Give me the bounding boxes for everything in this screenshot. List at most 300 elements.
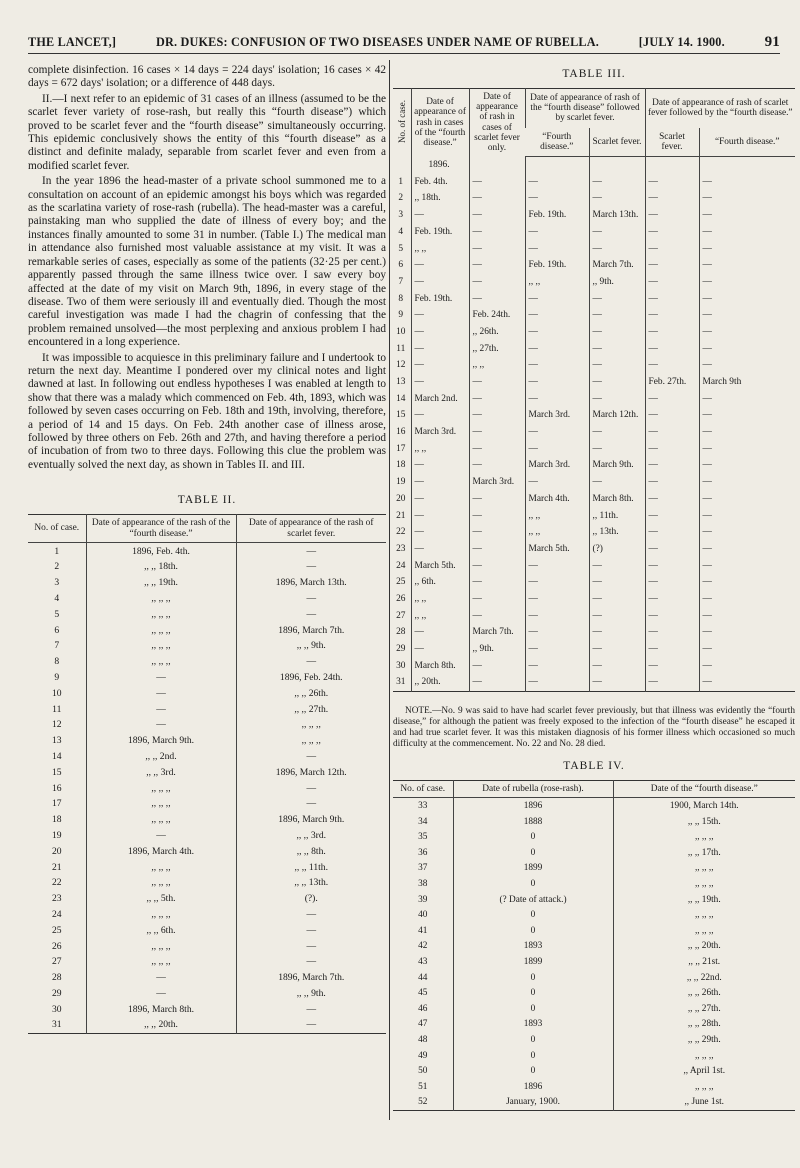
table-4-cell: 44 bbox=[418, 972, 428, 983]
table-3-cell: — bbox=[699, 657, 795, 674]
table-3-cell: — bbox=[589, 390, 645, 407]
table-3-cell: 15 bbox=[396, 410, 406, 421]
table-4-cell: 0 bbox=[453, 1001, 613, 1017]
table-3-cell: March 9th bbox=[699, 374, 795, 391]
table-2-cell: — bbox=[236, 749, 386, 765]
table-4-cell: ,, ,, ,, bbox=[613, 829, 795, 845]
table-2-row bbox=[28, 685, 386, 701]
table-2-cell: 14 bbox=[51, 750, 62, 762]
table-3-row bbox=[393, 624, 795, 641]
table-2-row bbox=[28, 733, 386, 749]
table-2-row bbox=[28, 575, 386, 591]
table-3-row bbox=[393, 524, 795, 541]
table-4-row bbox=[393, 861, 795, 877]
table-2-cell: ,, ,, 3rd. bbox=[86, 764, 236, 780]
table-4-cell: ,, ,, 29th. bbox=[613, 1032, 795, 1048]
table-2-cell: ,, ,, 8th. bbox=[236, 843, 386, 859]
table-4-cell: ,, ,, 28th. bbox=[613, 1017, 795, 1033]
table-2-cell: 1896, March 13th. bbox=[236, 575, 386, 591]
table-2-row bbox=[28, 922, 386, 938]
table-2-row bbox=[28, 559, 386, 575]
table-4-cell: 0 bbox=[453, 970, 613, 986]
table-3-row bbox=[393, 223, 795, 240]
table-3-cell: — bbox=[699, 641, 795, 658]
table-3-cell: — bbox=[645, 324, 699, 341]
table-3-cell: ,, 9th. bbox=[469, 641, 525, 658]
table-3-cell: — bbox=[411, 207, 469, 224]
table-3-cell: Feb. 27th. bbox=[645, 374, 699, 391]
table-3-cell: — bbox=[525, 474, 589, 491]
table-3-cell: ,, ,, bbox=[525, 274, 589, 291]
table-3-cell: 16 bbox=[396, 427, 406, 438]
table-3-cell: — bbox=[525, 440, 589, 457]
table-3-cell: — bbox=[645, 674, 699, 691]
table-3-cell: — bbox=[411, 524, 469, 541]
paragraph-solution: It was impossible to acquiesce in this preliminary failure and I undertook to return the next day. Meantime I pondered over my clinical notes and light dawned at last. In following out endless hypotheses I was enabled at length to show that there was a malady which commenced on Feb. 4th, 1893, which was followed by seven cases occurring on Feb. 18th and 19th, involving, therefore, a period of 14 and 15 days. On Feb. 24th another case of illness arose, followed by three others on Feb. 26th and 27th, and having therefore a period of incubation of from two to three days. Following this clue the problem was eventually solved the next day, as shown in Tables II. and III. bbox=[28, 351, 386, 471]
table-3-cell: 12 bbox=[396, 360, 406, 371]
table-2-cell: 18 bbox=[51, 814, 62, 826]
table-2-cell: 22 bbox=[51, 877, 62, 889]
table-4-row bbox=[393, 845, 795, 861]
table-4-row bbox=[393, 954, 795, 970]
table-2-cell: — bbox=[86, 685, 236, 701]
table-2-row bbox=[28, 670, 386, 686]
table-2-cell: 8 bbox=[54, 656, 60, 668]
table-4-cell: 0 bbox=[453, 829, 613, 845]
table-4-cell: 1896 bbox=[453, 1079, 613, 1095]
table-3-cell: 6 bbox=[398, 260, 404, 271]
table-3-cell: — bbox=[699, 274, 795, 291]
table-2-cell: 1896, March 12th. bbox=[236, 764, 386, 780]
table-2-caption: TABLE II. bbox=[177, 494, 237, 507]
table-4-cell: 1900, March 14th. bbox=[613, 798, 795, 814]
table-3-cell: — bbox=[469, 257, 525, 274]
table-3-cell: 23 bbox=[396, 543, 406, 554]
table-4-cell: ,, ,, ,, bbox=[613, 1048, 795, 1064]
table-3-cell: 31 bbox=[396, 677, 406, 688]
table-2-cell: 3 bbox=[54, 577, 60, 589]
table-3-cell: Feb. 19th. bbox=[525, 207, 589, 224]
table-2-cell: ,, ,, ,, bbox=[86, 606, 236, 622]
table-3-cell: — bbox=[699, 490, 795, 507]
table-4-cell: 33 bbox=[418, 801, 428, 812]
table-2-cell: — bbox=[86, 717, 236, 733]
table-2-cell: ,, ,, 9th. bbox=[236, 986, 386, 1002]
table-3-row bbox=[393, 324, 795, 341]
table-3-cell: March 3rd. bbox=[411, 424, 469, 441]
table-3-cell: — bbox=[469, 507, 525, 524]
table-2-header-scarlet-fever: Date of appearance of the rash of scarlet fever. bbox=[236, 515, 386, 543]
table-2-cell: 1896, March 9th. bbox=[86, 733, 236, 749]
table-3-cell: — bbox=[645, 474, 699, 491]
table-3-cell: — bbox=[589, 240, 645, 257]
table-2-cell: 9 bbox=[54, 671, 60, 683]
table-3-row bbox=[393, 290, 795, 307]
table-2-cell: ,, ,, 27th. bbox=[236, 701, 386, 717]
table-3-cell: 20 bbox=[396, 493, 406, 504]
table-3-cell: — bbox=[589, 357, 645, 374]
table-3-cell: March 8th. bbox=[411, 657, 469, 674]
table-2-cell: 2 bbox=[54, 561, 60, 573]
table-3-cell: — bbox=[645, 524, 699, 541]
table-3-row bbox=[393, 374, 795, 391]
table-3-cell: 27 bbox=[396, 610, 406, 621]
table-3-row bbox=[393, 257, 795, 274]
table-3-cell: — bbox=[411, 374, 469, 391]
issue-date: [JULY 14. 1900. bbox=[638, 35, 725, 49]
table-2-cell: 1896, March 8th. bbox=[86, 1001, 236, 1017]
table-3-row bbox=[393, 591, 795, 608]
table-2-cell: ,, ,, ,, bbox=[86, 638, 236, 654]
table-4-cell: ,, ,, ,, bbox=[613, 1079, 795, 1095]
table-2-cell: 27 bbox=[51, 956, 62, 968]
table-3-cell: 26 bbox=[396, 593, 406, 604]
table-3-cell: — bbox=[525, 173, 589, 190]
table-2-cell: — bbox=[236, 1017, 386, 1033]
table-3-cell: — bbox=[699, 357, 795, 374]
table-3-cell: ,, ,, bbox=[411, 240, 469, 257]
table-3-row bbox=[393, 457, 795, 474]
table-3-cell: — bbox=[525, 223, 589, 240]
table-3-cell: — bbox=[645, 574, 699, 591]
table-2-cell: — bbox=[86, 828, 236, 844]
table-3-row bbox=[393, 307, 795, 324]
table-3-cell: — bbox=[411, 641, 469, 658]
table-3-cell: — bbox=[525, 641, 589, 658]
table-3-cell: — bbox=[645, 607, 699, 624]
table-3-cell: 10 bbox=[396, 326, 406, 337]
table-3-cell: — bbox=[589, 223, 645, 240]
table-3-cell: 1 bbox=[398, 176, 404, 187]
table-3-cell: — bbox=[589, 324, 645, 341]
table-3-cell: — bbox=[589, 657, 645, 674]
table-3-row bbox=[393, 207, 795, 224]
table-3-row bbox=[393, 357, 795, 374]
table-2-cell: — bbox=[236, 954, 386, 970]
table-4-cell: ,, ,, ,, bbox=[613, 923, 795, 939]
table-2-row bbox=[28, 638, 386, 654]
table-3-cell: — bbox=[645, 641, 699, 658]
table-3-cell: — bbox=[469, 424, 525, 441]
table-2-cell: — bbox=[86, 670, 236, 686]
table-2-cell: 1896, March 4th. bbox=[86, 843, 236, 859]
table-2-cell: 24 bbox=[51, 908, 62, 920]
table-2-row bbox=[28, 701, 386, 717]
table-2-row bbox=[28, 654, 386, 670]
table-3-cell: ,, ,, bbox=[411, 440, 469, 457]
table-3-cell: — bbox=[699, 190, 795, 207]
table-3-cell: — bbox=[645, 457, 699, 474]
table-4-header-rubella: Date of rubella (rose-rash). bbox=[453, 780, 613, 798]
table-3-cell: March 3rd. bbox=[525, 457, 589, 474]
table-4-cell: 1888 bbox=[453, 814, 613, 830]
table-3-cell: — bbox=[469, 457, 525, 474]
table-2-cell: 1896, March 7th. bbox=[236, 970, 386, 986]
table-2-cell: — bbox=[236, 938, 386, 954]
table-2-cell: 12 bbox=[51, 719, 62, 731]
paragraph-school: In the year 1896 the head-master of a private school summoned me to a consultation on account of an epidemic amongst his boys which was regarded as the scarlatina variety of rose-rash (rubella). The head-master was a careful, painstaking man who supplied the date of illness of every boy; and the instances finally amounted to some 31 in number. (Table I.) The medical man in attendance also furnished most valuable assistance at my visit. It was a remarkable series of cases, especially as some of the patients (32·25 per cent.) apparently passed through the same illness twice over. I saw every boy affected at the date of my visit on March 9th, 1896, in every stage of the disease. Two of them were seriously ill and eventually died. Though the most careful investigation was made I had the chagrin of confessing that the problem remained unsolved—the most perplexing and anxious problem I had encountered in a long experience. bbox=[28, 175, 386, 349]
table-3-cell: — bbox=[469, 657, 525, 674]
table-2-header-fourth-disease: Date of appearance of the rash of the “fourth disease.” bbox=[86, 515, 236, 543]
table-2-cell: — bbox=[236, 606, 386, 622]
table-2-cell: 5 bbox=[54, 608, 60, 620]
table-3-cell: — bbox=[411, 490, 469, 507]
table-2-cell: ,, ,, 20th. bbox=[86, 1017, 236, 1033]
table-4-row bbox=[393, 1001, 795, 1017]
table-3-cell: — bbox=[699, 324, 795, 341]
table-4-cell: 49 bbox=[418, 1050, 428, 1061]
table-3-cell: — bbox=[699, 557, 795, 574]
table-4-cell: 51 bbox=[418, 1081, 428, 1092]
table-3-cell: — bbox=[411, 457, 469, 474]
table-2-cell: ,, ,, 9th. bbox=[236, 638, 386, 654]
table-3-cell: — bbox=[645, 591, 699, 608]
table-2-cell: 23 bbox=[51, 893, 62, 905]
table-3-cell: — bbox=[411, 340, 469, 357]
table-4-cell: ,, ,, ,, bbox=[613, 861, 795, 877]
table-3-subheader-fourth-2: “Fourth disease.” bbox=[699, 128, 795, 156]
table-3-cell: — bbox=[525, 290, 589, 307]
table-3-row bbox=[393, 274, 795, 291]
table-3-cell: — bbox=[525, 374, 589, 391]
table-4-cell: 46 bbox=[418, 1003, 428, 1014]
table-3-cell: — bbox=[411, 357, 469, 374]
table-3-cell: — bbox=[411, 624, 469, 641]
table-3-cell: — bbox=[469, 274, 525, 291]
table-4-cell: 41 bbox=[418, 925, 428, 936]
table-3-cell: — bbox=[699, 624, 795, 641]
table-3-header-scarlet-then-fourth: Date of appearance of rash of scarlet fever followed by the “fourth disease.” bbox=[645, 89, 795, 128]
table-3-cell: — bbox=[469, 290, 525, 307]
table-3-cell: ,, 26th. bbox=[469, 324, 525, 341]
table-3-header-fourth-then-scarlet: Date of appearance of rash of the “fourth disease” followed by scarlet fever. bbox=[525, 89, 645, 128]
table-4-cell: ,, ,, ,, bbox=[613, 876, 795, 892]
table-3-cell: March 9th. bbox=[589, 457, 645, 474]
table-4-cell: 48 bbox=[418, 1034, 428, 1045]
table-3-cell: March 13th. bbox=[589, 207, 645, 224]
table-3-cell: 11 bbox=[396, 343, 406, 354]
table-3-cell: — bbox=[699, 474, 795, 491]
table-2-cell: 11 bbox=[52, 703, 62, 715]
table-3-cell: — bbox=[699, 340, 795, 357]
table-3-cell: 19 bbox=[396, 477, 406, 488]
table-4-row bbox=[393, 923, 795, 939]
table-3-cell: — bbox=[411, 507, 469, 524]
table-3-cell: — bbox=[699, 257, 795, 274]
table-3-cell: — bbox=[645, 507, 699, 524]
table-3-cell: 29 bbox=[396, 644, 406, 654]
table-3-cell: 14 bbox=[396, 393, 406, 404]
table-3-cell: — bbox=[699, 307, 795, 324]
table-3-cell: March 3rd. bbox=[469, 474, 525, 491]
table-3-cell: 21 bbox=[396, 510, 406, 521]
table-4-row bbox=[393, 939, 795, 955]
table-4-cell: 0 bbox=[453, 1032, 613, 1048]
table-2-cell: — bbox=[236, 907, 386, 923]
table-2-cell: ,, ,, ,, bbox=[236, 717, 386, 733]
table-3-cell: 7 bbox=[398, 276, 404, 287]
table-3-note: NOTE.—No. 9 was said to have had scarlet fever previously, but that illness was evidently the “fourth disease,” for although the patient was freely exposed to the infection of the “fourth disease” he escaped it and had true scarlet fever. It was this mistaken diagnosis of his former illness which occasioned so much difficulty at the commencement. No. 22 and No. 28 died. bbox=[393, 705, 795, 749]
table-3-cell: — bbox=[589, 607, 645, 624]
table-3-cell: ,, ,, bbox=[469, 357, 525, 374]
table-4-row bbox=[393, 1095, 795, 1111]
table-3-cell: — bbox=[699, 173, 795, 190]
table-2-cell: 16 bbox=[51, 782, 62, 794]
table-4-cell: 52 bbox=[418, 1097, 428, 1108]
table-2-cell: — bbox=[86, 701, 236, 717]
table-2-cell: 7 bbox=[54, 640, 60, 652]
table-2-row bbox=[28, 1017, 386, 1033]
table-4-row bbox=[393, 1063, 795, 1079]
table-3-cell: ,, 11th. bbox=[589, 507, 645, 524]
table-2-row bbox=[28, 591, 386, 607]
table-3-cell: — bbox=[645, 424, 699, 441]
table-2-row bbox=[28, 717, 386, 733]
table-2-cell: ,, ,, 5th. bbox=[86, 891, 236, 907]
table-2-header-case: No. of case. bbox=[28, 515, 86, 543]
table-4-cell: 39 bbox=[418, 894, 428, 905]
table-3-cell: — bbox=[645, 307, 699, 324]
table-2-cell: ,, ,, 3rd. bbox=[236, 828, 386, 844]
table-3-cell: ,, ,, bbox=[525, 507, 589, 524]
table-3-cell: March 2nd. bbox=[411, 390, 469, 407]
table-4-cell: 40 bbox=[418, 910, 428, 921]
table-2-row bbox=[28, 843, 386, 859]
table-3-cell: — bbox=[589, 340, 645, 357]
table-4-cell: 1896 bbox=[453, 798, 613, 814]
table-3-cell: ,, ,, bbox=[525, 524, 589, 541]
table-2-cell: ,, ,, ,, bbox=[86, 812, 236, 828]
table-4-header-case: No. of case. bbox=[393, 780, 453, 798]
table-3-cell: — bbox=[469, 541, 525, 558]
table-2-cell: ,, ,, 26th. bbox=[236, 685, 386, 701]
table-2-row bbox=[28, 970, 386, 986]
table-3-year: 1896. bbox=[411, 156, 469, 173]
table-3-cell: March 7th. bbox=[469, 624, 525, 641]
table-3-cell: March 7th. bbox=[589, 257, 645, 274]
table-3-cell: (?) bbox=[589, 541, 645, 558]
table-3-cell: — bbox=[645, 240, 699, 257]
table-2-cell: ,, ,, ,, bbox=[86, 954, 236, 970]
table-2-cell: 4 bbox=[54, 592, 60, 604]
table-3-cell: — bbox=[645, 274, 699, 291]
table-3-cell: — bbox=[589, 624, 645, 641]
table-2-row bbox=[28, 954, 386, 970]
table-3-cell: — bbox=[645, 657, 699, 674]
table-3-cell: — bbox=[699, 390, 795, 407]
table-3-cell: — bbox=[589, 190, 645, 207]
table-4-cell: ,, ,, 27th. bbox=[613, 1001, 795, 1017]
table-3-row bbox=[393, 424, 795, 441]
table-4-cell: 0 bbox=[453, 876, 613, 892]
table-3-cell: — bbox=[699, 524, 795, 541]
table-2-cell: ,, ,, 11th. bbox=[236, 859, 386, 875]
table-3-cell: — bbox=[699, 574, 795, 591]
table-3-cell: Feb. 4th. bbox=[411, 173, 469, 190]
table-2-cell: 19 bbox=[51, 829, 62, 841]
table-3-cell: Feb. 19th. bbox=[411, 290, 469, 307]
table-2-cell: — bbox=[236, 559, 386, 575]
table-3-row bbox=[393, 340, 795, 357]
table-2-row bbox=[28, 875, 386, 891]
table-3-cell: 2 bbox=[398, 193, 404, 204]
table-4-cell: 0 bbox=[453, 923, 613, 939]
table-4-row bbox=[393, 985, 795, 1001]
table-2-cell: ,, ,, 6th. bbox=[86, 922, 236, 938]
table-3-cell: — bbox=[469, 407, 525, 424]
table-3-cell: 30 bbox=[396, 660, 406, 671]
table-3-cell: — bbox=[469, 223, 525, 240]
table-3-cell: March 3rd. bbox=[525, 407, 589, 424]
table-3-row bbox=[393, 173, 795, 190]
table-3-cell: — bbox=[645, 207, 699, 224]
table-3-cell: — bbox=[469, 607, 525, 624]
table-3-row bbox=[393, 407, 795, 424]
table-3-cell: — bbox=[589, 290, 645, 307]
table-2-cell: — bbox=[236, 591, 386, 607]
table-2-cell: ,, ,, ,, bbox=[86, 796, 236, 812]
table-4-row bbox=[393, 907, 795, 923]
table-3-subheader-scarlet: Scarlet fever. bbox=[589, 128, 645, 156]
table-3-cell: — bbox=[469, 390, 525, 407]
table-3-cell: Feb. 19th. bbox=[525, 257, 589, 274]
table-3-cell: — bbox=[699, 457, 795, 474]
left-column bbox=[28, 64, 386, 1034]
table-3-cell: — bbox=[525, 574, 589, 591]
table-2-cell: 13 bbox=[51, 735, 62, 747]
table-2-cell: ,, ,, 19th. bbox=[86, 575, 236, 591]
table-3-cell: 5 bbox=[398, 243, 404, 254]
table-3-cell: — bbox=[525, 390, 589, 407]
table-2-row bbox=[28, 907, 386, 923]
table-3-row bbox=[393, 240, 795, 257]
table-2-row bbox=[28, 764, 386, 780]
table-3-cell: 4 bbox=[398, 226, 404, 237]
table-3-header-scarlet-only: Date of appearance of rash in cases of scarlet fever only. bbox=[469, 89, 525, 157]
table-4-row bbox=[393, 1079, 795, 1095]
table-3-cell: — bbox=[645, 557, 699, 574]
table-3-cell: — bbox=[589, 641, 645, 658]
table-3-cell: — bbox=[645, 190, 699, 207]
table-2-cell: ,, ,, ,, bbox=[86, 859, 236, 875]
table-3-cell: — bbox=[699, 223, 795, 240]
table-2-cell: 15 bbox=[51, 766, 62, 778]
column-divider bbox=[389, 60, 390, 1120]
table-3-cell: ,, 6th. bbox=[411, 574, 469, 591]
table-4-cell: 0 bbox=[453, 985, 613, 1001]
table-3-cell: 18 bbox=[396, 460, 406, 471]
table-3-cell: — bbox=[525, 591, 589, 608]
table-4-cell: ,, ,, 17th. bbox=[613, 845, 795, 861]
table-3-cell: — bbox=[469, 240, 525, 257]
table-3-cell: — bbox=[645, 440, 699, 457]
table-3-cell: March 5th. bbox=[411, 557, 469, 574]
table-3-cell: — bbox=[469, 524, 525, 541]
paragraph-epidemic: II.—I next refer to an epidemic of 31 cases of an illness (assumed to be the scarlet fever variety of rose-rash, but really this “fourth disease”) which proved to be scarlet fever and the “fourth disease” simultaneously occurring. This epidemic conclusively shows the entity of this “fourth disease” as a distinct and definite malady, separable from scarlet fever and even from a modified scarlet fever. bbox=[28, 92, 386, 172]
table-2-cell: 1896, March 7th. bbox=[236, 622, 386, 638]
table-4-cell: ,, ,, 19th. bbox=[613, 892, 795, 908]
table-2-row bbox=[28, 828, 386, 844]
table-3-subheader-fourth: “Fourth disease.” bbox=[525, 128, 589, 156]
table-3-row bbox=[393, 607, 795, 624]
table-4-cell: ,, ,, 26th. bbox=[613, 985, 795, 1001]
table-4-cell: 1899 bbox=[453, 861, 613, 877]
table-4-cell: 42 bbox=[418, 941, 428, 952]
table-4-row bbox=[393, 798, 795, 814]
table-3-caption: TABLE III. bbox=[562, 68, 626, 80]
table-4-cell: 1893 bbox=[453, 939, 613, 955]
table-2 bbox=[28, 514, 386, 1034]
